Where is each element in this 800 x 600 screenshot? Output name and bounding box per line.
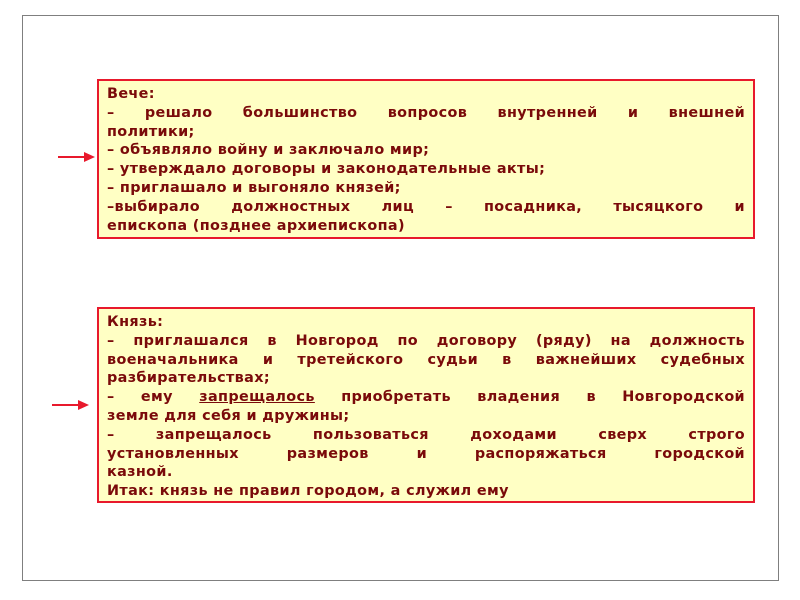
prince-conclusion: Итак: князь не правил городом, а служил ему <box>107 483 509 500</box>
prince-line: установленных размеров и распоряжаться городской <box>107 445 745 462</box>
prince-box <box>97 307 755 503</box>
veche-line: – утверждало договоры и законодательные акты; <box>107 161 546 178</box>
right-arrow-icon <box>52 398 90 412</box>
prince-title: Князь: <box>107 314 164 330</box>
right-arrow-icon <box>58 150 96 164</box>
prince-text: – ему <box>107 389 173 406</box>
prince-line: – запрещалось пользоваться доходами сверх строго <box>107 426 745 443</box>
veche-line: – объявляло войну и заключало мир; <box>107 142 430 159</box>
veche-box <box>97 79 755 239</box>
prince-line: разбирательствах; <box>107 370 270 387</box>
prince-text: приобретать владения в Новгородской <box>341 389 745 406</box>
prince-line: – приглашался в Новгород по договору (ряду) на должность <box>107 332 745 349</box>
veche-line: –выбирало должностных лиц – посадника, тысяцкого и <box>107 198 745 215</box>
veche-title: Вече: <box>107 86 155 102</box>
veche-line: политики; <box>107 123 195 140</box>
prince-line: военачальника и третейского судьи в важнейших судебных <box>107 351 745 368</box>
prince-line: казной. <box>107 464 173 481</box>
prince-line-prohibited <box>107 388 745 407</box>
prohibited-emphasis: запрещалось <box>199 389 315 406</box>
veche-line: епископа (позднее архиепископа) <box>107 217 405 234</box>
veche-line: – решало большинство вопросов внутренней и внешней <box>107 104 745 121</box>
veche-line: – приглашало и выгоняло князей; <box>107 179 401 196</box>
prince-line: земле для себя и дружины; <box>107 407 350 424</box>
